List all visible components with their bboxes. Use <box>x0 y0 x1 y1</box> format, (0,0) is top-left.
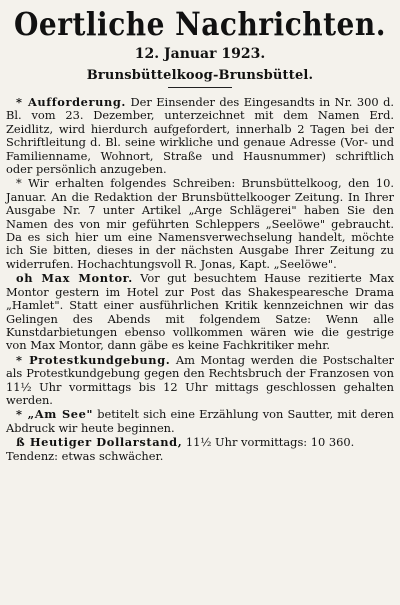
article-text: betitelt sich eine Erzählung von Sautter, mit deren Abdruck wir heute beginnen. <box>6 407 394 435</box>
article-max-montor <box>6 272 394 352</box>
issue-date: 12. Januar 1923. <box>134 46 266 62</box>
article-protestkundgebung <box>6 354 394 408</box>
section-heading: Oertliche Nachrichten. <box>14 4 386 43</box>
article-keyword: * „Am See" <box>16 407 94 422</box>
article-am-see <box>6 408 394 435</box>
locality-heading: Brunsbüttelkoog-Brunsbüttel. <box>86 68 314 83</box>
article-keyword: oh Max Montor. <box>16 271 133 286</box>
article-text: * Wir erhalten folgendes Schreiben: Brunsbüttelkoog, den 10. Januar. An die Redaktion der Brunsbüttelkooger Zeitung. In Ihrer Ausgabe Nr. 7 unter Artikel „Arge Schlägerei" haben Sie den Namen des von mir geführten Schleppers „Seelöwe" gebraucht. Da es sich hier um eine Namensverwechselung handelt, möchte ich Sie bitten, dieses in der nächsten Ausgabe Ihrer Zeitung zu widerrufen. Hochachtungsvoll R. Jonas, Kapt. „Seelöwe". <box>6 176 394 271</box>
news-column <box>6 96 394 463</box>
article-aufforderung <box>6 96 394 176</box>
article-text: Der Einsender des Eingesandts in Nr. 300 d. Bl. vom 23. Dezember, unterzeichnet mit dem Namen Erd. Zeidlitz, wird hierdurch aufgefordert, innerhalb 2 Tagen bei der Schriftleitung d. Bl. seine wirkliche und genaue Adresse (Vor- und Familienname, Wohnort, Straße und Hausnummer) schriftlich oder persönlich anzugeben. <box>6 95 394 177</box>
article-schreiben <box>6 177 394 271</box>
article-text: Vor gut besuchtem Hause rezitierte Max Montor gestern im Hotel zur Post das Shakespearesche Drama „Hamlet". Statt einer ausführlichen Kritik kennzeichnen wir das Gelingen des Abends mit folgendem Satze: Wenn alle Kunstdarbietungen ebenso vollkommen wären wie die gestrige von Max Montor, dann gäbe es keine Fachkritiker mehr. <box>6 271 394 353</box>
article-keyword: * Protestkundgebung. <box>16 352 171 367</box>
article-text: Am Montag werden die Postschalter als Protestkundgebung gegen den Rechtsbruch der Franzosen von 11½ Uhr vormittags bis 12 Uhr mittags geschlossen gehalten werden. <box>6 352 395 407</box>
article-keyword: * Aufforderung. <box>16 95 126 109</box>
article-keyword: ß Heutiger Dollarstand, <box>16 435 183 450</box>
divider <box>168 87 232 88</box>
article-dollarstand <box>6 436 394 463</box>
article-text: 11½ Uhr vormittags: 10 360. Tendenz: etwas schwächer. <box>6 435 355 463</box>
